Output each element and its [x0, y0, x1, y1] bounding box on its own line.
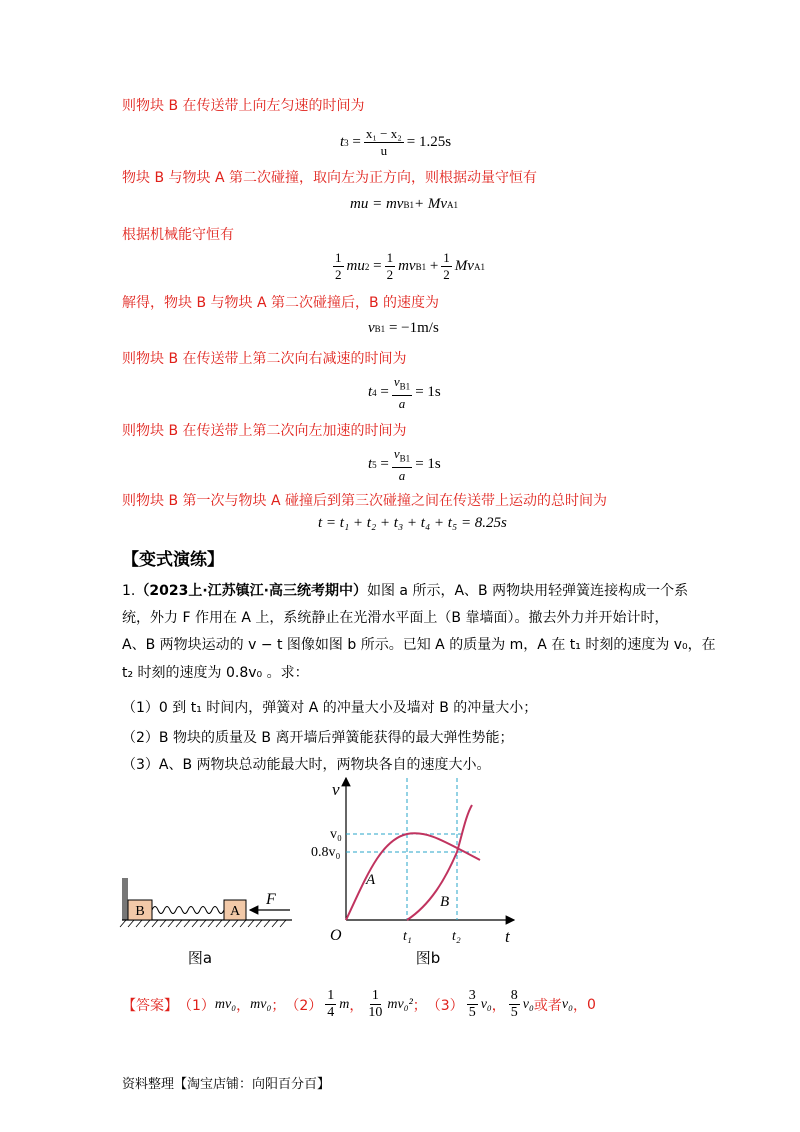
figure-a-caption: 图a [187, 949, 213, 967]
question-1: （1）0 到 t₁ 时间内，弹簧对 A 的冲量大小及墙对 B 的冲量大小； [122, 700, 538, 716]
v0-label: v₀ [330, 827, 342, 842]
fraction: $\frac{\text{x₁ − x₂}}{u}$ [365, 126, 402, 158]
solution-line-1: 则物块 B 在传送带上向左匀速的时间为 [122, 98, 365, 114]
figure-b-caption: 图b [415, 949, 441, 967]
equation-energy: $\frac{1}{2}$ mu 2 = $\frac{1}{2}$ mv B1 + $\frac{1}{2}$ Mv A1 [335, 250, 485, 282]
v-axis-label: v [332, 780, 340, 799]
question-3: （3）A、B 两物块总动能最大时，两物块各自的速度大小。 [122, 757, 491, 773]
problem-line-1: 1.（2023上·江苏镇江·高三统考期中）如图 a 所示，A、B 两物块用轻弹簧连接构成一个系 [122, 583, 689, 599]
figure-b [311, 778, 514, 967]
v08-label: 0.8v₀ [311, 845, 341, 860]
curve-a-label: A [366, 872, 376, 888]
solution-line-5: 则物块 B 在传送带上第二次向右减速的时间为 [122, 351, 407, 367]
t1-label: t₁ [403, 929, 412, 944]
equation-t3: t 3 = $\frac{\text{x₁ − x₂}}{u}$ = 1.25s [340, 126, 452, 158]
answer-line: 【答案】 （1） mv₀ ， mv₀ ； （2） $\frac{1}{4}$ m ， $\frac{1}{10}$ mv₀² ； （3） $\frac{3}{5}$ v₀ ， $\frac{8}{5}$ v₀ 或者 v₀ ， 0 [122, 988, 596, 1020]
problem-line-3: A、B 两物块运动的 v − t 图像如图 b 所示。已知 A 的质量为 m，A 在 t₁ 时刻的速度为 v₀，在 [122, 637, 716, 653]
solution-line-7: 则物块 B 第一次与物块 A 碰撞后到第三次碰撞之间在传送带上运动的总时间为 [122, 493, 607, 509]
solution-line-3: 根据机械能守恒有 [122, 227, 234, 243]
figure-a [120, 878, 292, 967]
origin-label: O [330, 927, 342, 944]
wall [122, 878, 128, 920]
t-axis-label: t [505, 927, 510, 946]
solution-line-2: 物块 B 与物块 A 第二次碰撞，取向左为正方向，则根据动量守恒有 [122, 170, 537, 186]
solution-line-4: 解得，物块 B 与物块 A 第二次碰撞后，B 的速度为 [122, 295, 440, 311]
equation-vb1: v B1 = −1m/s [368, 320, 439, 336]
solution-line-6: 则物块 B 在传送带上第二次向左加速的时间为 [122, 423, 407, 439]
equation-momentum: mu = mv B1 + Mv A1 [350, 196, 458, 212]
question-2: （2）B 物块的质量及 B 离开墙后弹簧能获得的最大弹性势能； [122, 730, 514, 746]
section-heading: 【变式演练】 [122, 550, 224, 570]
problem-line-2: 统，外力 F 作用在 A 上，系统静止在光滑水平面上（B 靠墙面）。撤去外力并开始计时， [122, 610, 669, 626]
footer: 资料整理【淘宝店铺：向阳百分百】 [122, 1077, 331, 1092]
answer-tag: 【答案】 [122, 997, 178, 1014]
ground-hatching [120, 920, 286, 927]
t2-label: t₂ [452, 929, 461, 944]
block-b-label: B [135, 904, 145, 919]
block-a-label: A [229, 904, 241, 919]
spring [152, 907, 224, 914]
problem-line-4: t₂ 时刻的速度为 0.8v₀ 。求： [122, 665, 309, 681]
curve-b-label: B [440, 894, 450, 910]
equation-t4: t 4 = $\frac{v_{B1}}{a}$ = 1s [368, 374, 441, 411]
equation-total-time: t = t₁ + t₂ + t₃ + t₄ + t₅ = 8.25s [318, 515, 507, 531]
problem-source: （2023上·江苏镇江·高三统考期中） [135, 583, 367, 599]
force-label: F [266, 891, 276, 908]
equation-t5: t 5 = $\frac{v_{B1}}{a}$ = 1s [368, 446, 441, 483]
